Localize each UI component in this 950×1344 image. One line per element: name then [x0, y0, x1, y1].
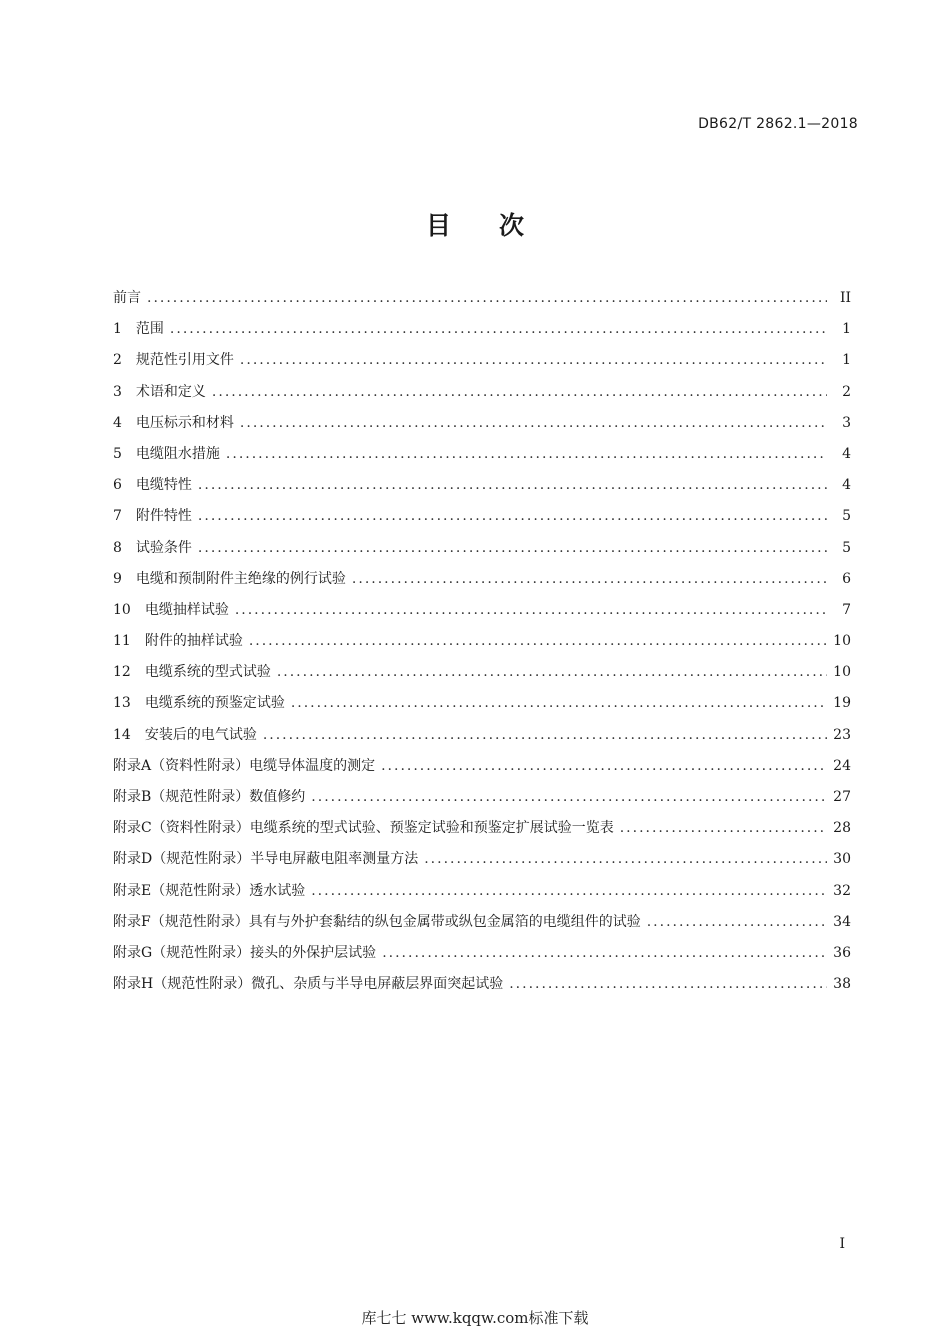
- toc-entry-label: 电缆系统的型式试验: [144, 664, 271, 681]
- toc-entry[interactable]: [113, 688, 851, 719]
- toc-entry[interactable]: [113, 907, 851, 938]
- toc-entry[interactable]: [113, 782, 851, 813]
- toc-entry-page: 5: [842, 508, 851, 525]
- toc-entry-label: 安装后的电气试验: [144, 726, 257, 743]
- toc-entry-label: 附录C（资料性附录）电缆系统的型式试验、预鉴定试验和预鉴定扩展试验一览表: [113, 820, 614, 837]
- toc-entry-page: 4: [842, 445, 851, 462]
- toc-entry[interactable]: [113, 844, 851, 875]
- toc-dot-leader: [240, 345, 827, 376]
- toc-entry[interactable]: [113, 969, 851, 1000]
- toc-entry-label: 术语和定义: [135, 383, 206, 400]
- toc-entry-page: 10: [833, 664, 851, 681]
- toc-entry[interactable]: [113, 408, 851, 439]
- toc-entry-page: 28: [833, 820, 851, 837]
- toc-dot-leader: [381, 751, 827, 782]
- toc-dot-leader: [263, 720, 827, 751]
- toc-entry-label: 范围: [135, 321, 164, 338]
- toc-dot-leader: [277, 657, 827, 688]
- toc-entry-page: 23: [833, 726, 851, 743]
- toc-entry-label: 附录H（规范性附录）微孔、杂质与半导电屏蔽层界面突起试验: [113, 976, 504, 993]
- toc-entry-number: 9: [113, 570, 122, 587]
- toc-entry-label: 电压标示和材料: [135, 414, 234, 431]
- toc-dot-leader: [647, 907, 827, 938]
- toc-entry-number: 3: [113, 383, 122, 400]
- toc-entry-number: 14: [113, 726, 131, 743]
- toc-entry-page: 3: [842, 414, 851, 431]
- toc-entry-label: 附件的抽样试验: [144, 633, 243, 650]
- toc-entry-label: 附录G（规范性附录）接头的外保护层试验: [113, 944, 377, 961]
- toc-entry[interactable]: [113, 501, 851, 532]
- toc-entry-label: 附录F（规范性附录）具有与外护套黏结的纵包金属带或纵包金属箔的电缆组件的试验: [113, 913, 641, 930]
- toc-dot-leader: [170, 314, 827, 345]
- toc-entry-page: 38: [833, 976, 851, 993]
- watermark-text: 库七七 www.kqqw.com标准下载: [361, 1309, 589, 1327]
- page-number: I: [839, 1236, 845, 1252]
- toc-dot-leader: [424, 844, 827, 875]
- toc-entry-number: 1: [113, 321, 122, 338]
- toc-entry[interactable]: [113, 938, 851, 969]
- toc-entry-number: 5: [113, 445, 122, 462]
- toc-entry-page: 1: [842, 321, 851, 338]
- toc-entry[interactable]: [113, 533, 851, 564]
- toc-entry-label: 电缆阻水措施: [135, 445, 220, 462]
- toc-dot-leader: [352, 564, 827, 595]
- toc-entry-label: 附录A（资料性附录）电缆导体温度的测定: [113, 757, 376, 774]
- toc-dot-leader: [311, 782, 827, 813]
- toc-entry-page: 4: [842, 477, 851, 494]
- toc-entry[interactable]: [113, 439, 851, 470]
- toc-entry-page: 30: [833, 851, 851, 868]
- toc-entry[interactable]: [113, 345, 851, 376]
- toc-entry-number: 8: [113, 539, 122, 556]
- toc-entry-page: 10: [833, 633, 851, 650]
- toc-entry-number: 7: [113, 508, 122, 525]
- toc-entry-number: 13: [113, 695, 131, 712]
- toc-entry-label: 附录E（规范性附录）透水试验: [113, 882, 306, 899]
- toc-dot-leader: [291, 688, 827, 719]
- toc-entry[interactable]: [113, 657, 851, 688]
- toc-entry-label: 规范性引用文件: [135, 352, 234, 369]
- toc-entry-page: II: [839, 290, 851, 306]
- toc-entry-page: 19: [833, 695, 851, 712]
- toc-dot-leader: [249, 626, 827, 657]
- toc-dot-leader: [212, 377, 827, 408]
- toc-entry[interactable]: [113, 876, 851, 907]
- toc-entry-page: 27: [833, 789, 851, 805]
- toc-dot-leader: [620, 813, 827, 844]
- toc-entry-label: 附录B（规范性附录）数值修约: [113, 789, 306, 805]
- toc-entry[interactable]: [113, 564, 851, 595]
- toc-entry[interactable]: [113, 377, 851, 408]
- table-of-contents: [113, 283, 851, 1000]
- toc-dot-leader: [198, 533, 827, 564]
- toc-dot-leader: [226, 439, 827, 470]
- toc-dot-leader: [198, 501, 827, 532]
- page-title: 目次: [425, 211, 572, 240]
- toc-entry-number: 12: [113, 664, 131, 681]
- toc-dot-leader: [235, 595, 827, 626]
- toc-entry-number: 6: [113, 477, 122, 494]
- document-code: DB62/T 2862.1—2018: [698, 116, 858, 132]
- toc-entry-page: 5: [842, 539, 851, 556]
- toc-dot-leader: [198, 470, 827, 501]
- toc-entry-label: 附录D（规范性附录）半导电屏蔽电阻率测量方法: [113, 851, 419, 868]
- toc-entry-page: 24: [833, 757, 851, 774]
- toc-entry-page: 2: [842, 383, 851, 400]
- toc-entry-label: 电缆特性: [135, 477, 192, 494]
- toc-entry-page: 34: [833, 913, 851, 930]
- toc-entry[interactable]: [113, 314, 851, 345]
- toc-dot-leader: [311, 876, 827, 907]
- toc-dot-leader: [509, 969, 827, 1000]
- toc-entry-page: 6: [842, 570, 851, 587]
- toc-entry-label: 电缆系统的预鉴定试验: [144, 695, 285, 712]
- toc-entry-number: 11: [113, 633, 131, 650]
- toc-entry-label: 前言: [113, 290, 141, 306]
- toc-entry-page: 32: [833, 882, 851, 899]
- toc-entry-number: 2: [113, 352, 122, 369]
- toc-entry-page: 36: [833, 944, 851, 961]
- toc-entry[interactable]: [113, 283, 851, 314]
- toc-entry-page: 7: [842, 601, 851, 618]
- toc-entry[interactable]: [113, 813, 851, 844]
- toc-entry[interactable]: [113, 626, 851, 657]
- toc-entry[interactable]: [113, 720, 851, 751]
- toc-entry-label: 试验条件: [135, 539, 192, 556]
- toc-dot-leader: [240, 408, 827, 439]
- toc-entry-number: 4: [113, 414, 122, 431]
- toc-dot-leader: [147, 283, 827, 314]
- toc-entry-label: 电缆抽样试验: [144, 601, 229, 618]
- toc-entry-number: 10: [113, 601, 131, 618]
- toc-dot-leader: [382, 938, 827, 969]
- toc-entry-label: 附件特性: [135, 508, 192, 525]
- toc-entry-page: 1: [842, 352, 851, 369]
- toc-entry[interactable]: [113, 595, 851, 626]
- toc-entry[interactable]: [113, 751, 851, 782]
- toc-entry[interactable]: [113, 470, 851, 501]
- toc-entry-label: 电缆和预制附件主绝缘的例行试验: [135, 570, 346, 587]
